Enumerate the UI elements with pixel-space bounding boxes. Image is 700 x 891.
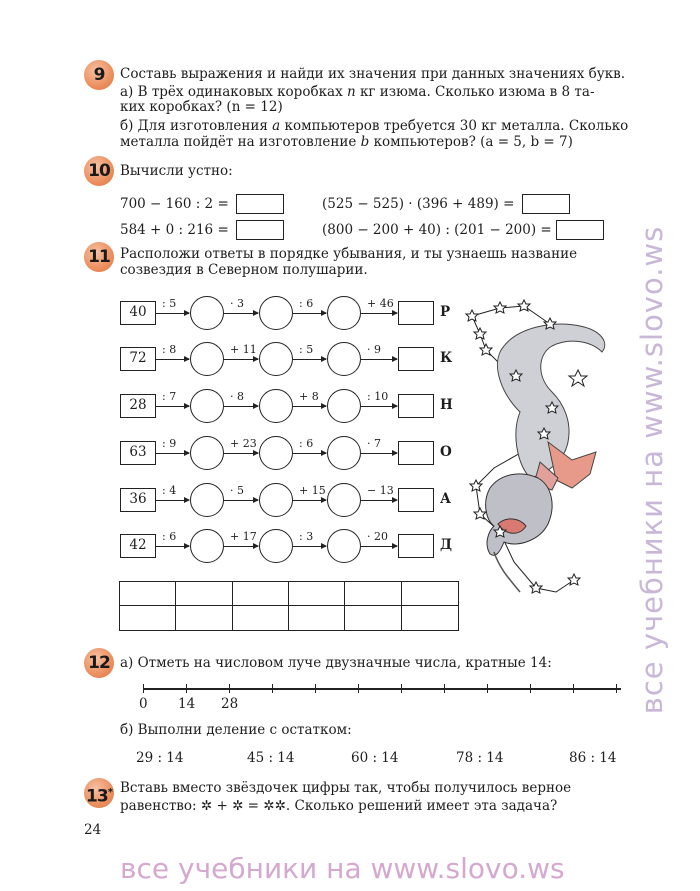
intermediate-result-circle[interactable] [259,436,293,470]
chain-arrow [361,546,397,547]
grid-cell[interactable] [402,606,458,630]
ray-tick [530,684,531,693]
task-10-title: Вычисли устно: [120,163,233,179]
start-number-box: 72 [120,347,156,371]
task-12-b-text: б) Выполни деление с остатком: [120,722,352,738]
start-number-box: 40 [120,301,156,325]
task-10-expr-2: (525 − 525) · (396 + 489) = [322,196,515,212]
task-13-badge: 13* [84,778,114,808]
start-number-box: 42 [120,534,156,558]
ray-tick [272,684,273,693]
task-10-badge: 10 [84,156,114,186]
chain-operation: : 6 [299,297,314,310]
grid-cell[interactable] [345,582,401,606]
chain-letter: А [440,491,451,507]
task-9-a-line1: а) В трёх одинаковых коробках n кг изюма. Сколько изюма в 8 та- [120,84,595,100]
division-3: 60 : 14 [351,750,399,766]
task-12-a-text: а) Отметь на числовом луче двузначные числа, кратные 14: [120,655,552,671]
chain-arrow [293,313,326,314]
chain-arrow [361,453,397,454]
task-10-expr-3: 584 + 0 : 216 = [120,222,229,238]
grid-cell[interactable] [289,606,345,630]
chain-operation: : 6 [299,437,314,450]
task-10-expr-1: 700 − 160 : 2 = [120,196,229,212]
grid-cell[interactable] [233,606,289,630]
chain-operation: : 9 [162,437,177,450]
task-11-line1: Расположи ответы в порядке убывания, и ты узнаешь название [120,246,578,262]
chain-letter: К [440,350,453,366]
ray-tick [358,684,359,693]
chain-operation: + 8 [299,390,319,403]
ray-label-0: 0 [139,696,148,712]
task-9-b-line2: металла пойдёт на изготовление b компьютеров? (a = 5, b = 7) [120,134,573,150]
chain-operation: · 7 [367,437,381,450]
final-answer-box[interactable] [398,394,434,418]
chain-operation: : 5 [162,297,177,310]
chain-operation: : 4 [162,484,177,497]
ray-tick [315,684,316,693]
grid-cell[interactable] [233,582,289,606]
chain-arrow [361,313,397,314]
grid-cell[interactable] [176,582,232,606]
chain-arrow [224,313,258,314]
intermediate-result-circle[interactable] [259,296,293,330]
chain-arrow [293,500,326,501]
ray-tick [186,684,187,693]
grid-cell[interactable] [345,606,401,630]
task-9-badge: 9 [84,60,114,90]
division-5: 86 : 14 [569,750,617,766]
chain-operation: + 11 [230,343,257,356]
chain-operation: + 17 [230,530,257,543]
intermediate-result-circle[interactable] [327,483,361,517]
task-9-intro: Составь выражения и найди их значения при данных значениях букв. [120,66,626,82]
chain-arrow [361,500,397,501]
chain-operation: : 6 [162,530,177,543]
chain-arrow [293,359,326,360]
chain-operation: + 46 [367,297,394,310]
intermediate-result-circle[interactable] [259,529,293,563]
ray-tick [143,684,144,693]
ray-tick [444,684,445,693]
grid-cell[interactable] [402,582,458,606]
intermediate-result-circle[interactable] [327,529,361,563]
division-2: 45 : 14 [247,750,295,766]
chain-operation: : 3 [299,530,314,543]
chain-operation: − 13 [367,484,394,497]
chain-arrow [361,359,397,360]
chain-arrow [156,546,189,547]
grid-cell[interactable] [176,606,232,630]
task-9-a-line2: ких коробках? (n = 12) [120,99,283,115]
grid-cell[interactable] [120,606,176,630]
chain-arrow [361,406,397,407]
chain-operation: : 8 [162,343,177,356]
chain-letter: Н [440,397,453,413]
chain-arrow [224,546,258,547]
chain-arrow [293,546,326,547]
textbook-page: 9 Составь выражения и найди их значения при данных значениях букв. а) В трёх одинаковых коробках n кг изюма. Сколько изюма в 8 та- ких коробках? (n = 12) б) Для изготовления a компьютеров требуется 30 кг металла. Сколько металла пойдёт на изготовление b компьютеров? (a = 5, b = 7) 10 Вычисли устно: 700 − 160 : 2 = (525 − 525) · (396 + 489) = 584 + 0 : 216 = (800 − 200 + 40) : (201 − 200) = 11 Расположи ответы в порядке убывания, и ты узнаешь название созвездия в Северном полушарии. 40 : 5 · 3 : 6 + 46 Р 72 : 8 + 11 : 5 · 9 К 28 : 7 · 8 + 8 : 10 Н 63 : 9 + 23 : 6 · 7 О 36 : 4 · 5 + 15 − 13 А 42 : 6 + 17 : 3 · 20 Д 12 а) Отметь на числовом луче двузначные числа, кратные 14: 0 14 28 б) Выполни деление с остатком: 29 : 14 45 : 14 60 : 14 78 : 14 86 : 14 13* Вставь вместо звёздочек цифры так, чтобы получилось верное равенство: ✲ + ✲ = ✲✲. Сколько решений имеет эта задача? 24 все учебники на www.slovo.ws все учебники на www.slovo.ws [0,0,700,891]
division-4: 78 : 14 [456,750,504,766]
chain-arrow [156,453,189,454]
division-1: 29 : 14 [136,750,184,766]
chain-letter: Д [440,537,453,553]
answer-box[interactable] [236,220,284,240]
task-13-line2: равенство: ✲ + ✲ = ✲✲. Сколько решений имеет эта задача? [120,798,558,814]
task-11-line2: созвездия в Северном полушарии. [120,262,368,278]
dragon-constellation-illustration [460,292,620,607]
start-number-box: 36 [120,488,156,512]
chain-arrow [156,406,189,407]
final-answer-box[interactable] [398,301,434,325]
intermediate-result-circle[interactable] [259,389,293,423]
answer-grid [119,581,459,631]
chain-operation: + 15 [299,484,326,497]
ray-label-28: 28 [221,696,239,712]
chain-arrow [224,500,258,501]
final-answer-box[interactable] [398,441,434,465]
intermediate-result-circle[interactable] [190,436,224,470]
intermediate-result-circle[interactable] [190,529,224,563]
final-answer-box[interactable] [398,488,434,512]
number-ray [143,688,621,690]
chain-operation: : 5 [299,343,314,356]
task-9-b-line1: б) Для изготовления a компьютеров требуется 30 кг металла. Сколько [120,118,629,134]
final-answer-box[interactable] [398,347,434,371]
chain-letter: О [440,444,452,460]
grid-cell[interactable] [289,582,345,606]
chain-arrow [156,500,189,501]
intermediate-result-circle[interactable] [327,296,361,330]
chain-arrow [293,406,326,407]
intermediate-result-circle[interactable] [259,483,293,517]
answer-box[interactable] [236,194,284,214]
grid-cell[interactable] [120,582,176,606]
task-13-line1: Вставь вместо звёздочек цифры так, чтобы получилось верное [120,780,572,796]
ray-tick [229,684,230,693]
chain-letter: Р [440,304,451,320]
chain-arrow [156,313,189,314]
intermediate-result-circle[interactable] [327,436,361,470]
start-number-box: 63 [120,441,156,465]
ray-tick [616,684,617,693]
chain-operation: : 7 [162,390,177,403]
chain-arrow [156,359,189,360]
start-number-box: 28 [120,394,156,418]
intermediate-result-circle[interactable] [190,389,224,423]
chain-operation: · 5 [230,484,244,497]
chain-operation: : 10 [367,390,389,403]
intermediate-result-circle[interactable] [190,483,224,517]
task-11-badge: 11 [84,242,114,272]
intermediate-result-circle[interactable] [327,342,361,376]
task-12-badge: 12 [84,648,114,678]
chain-operation: · 3 [230,297,244,310]
answer-box[interactable] [522,194,570,214]
chain-arrow [224,453,258,454]
ray-label-14: 14 [178,696,196,712]
star-equation: ✲ + ✲ = ✲✲ [200,798,286,814]
final-answer-box[interactable] [398,534,434,558]
chain-arrow [293,453,326,454]
answer-box[interactable] [556,220,604,240]
intermediate-result-circle[interactable] [190,342,224,376]
chain-operation: · 8 [230,390,244,403]
bottom-watermark: все учебники на www.slovo.ws [120,852,565,885]
ray-tick [401,684,402,693]
chain-arrow [224,406,258,407]
ray-tick [487,684,488,693]
ray-tick [573,684,574,693]
intermediate-result-circle[interactable] [190,296,224,330]
chain-operation: · 9 [367,343,381,356]
chain-operation: + 23 [230,437,257,450]
page-number: 24 [84,822,102,838]
task-10-expr-4: (800 − 200 + 40) : (201 − 200) = [322,222,552,238]
chain-operation: · 20 [367,530,388,543]
intermediate-result-circle[interactable] [327,389,361,423]
intermediate-result-circle[interactable] [259,342,293,376]
chain-arrow [224,359,258,360]
